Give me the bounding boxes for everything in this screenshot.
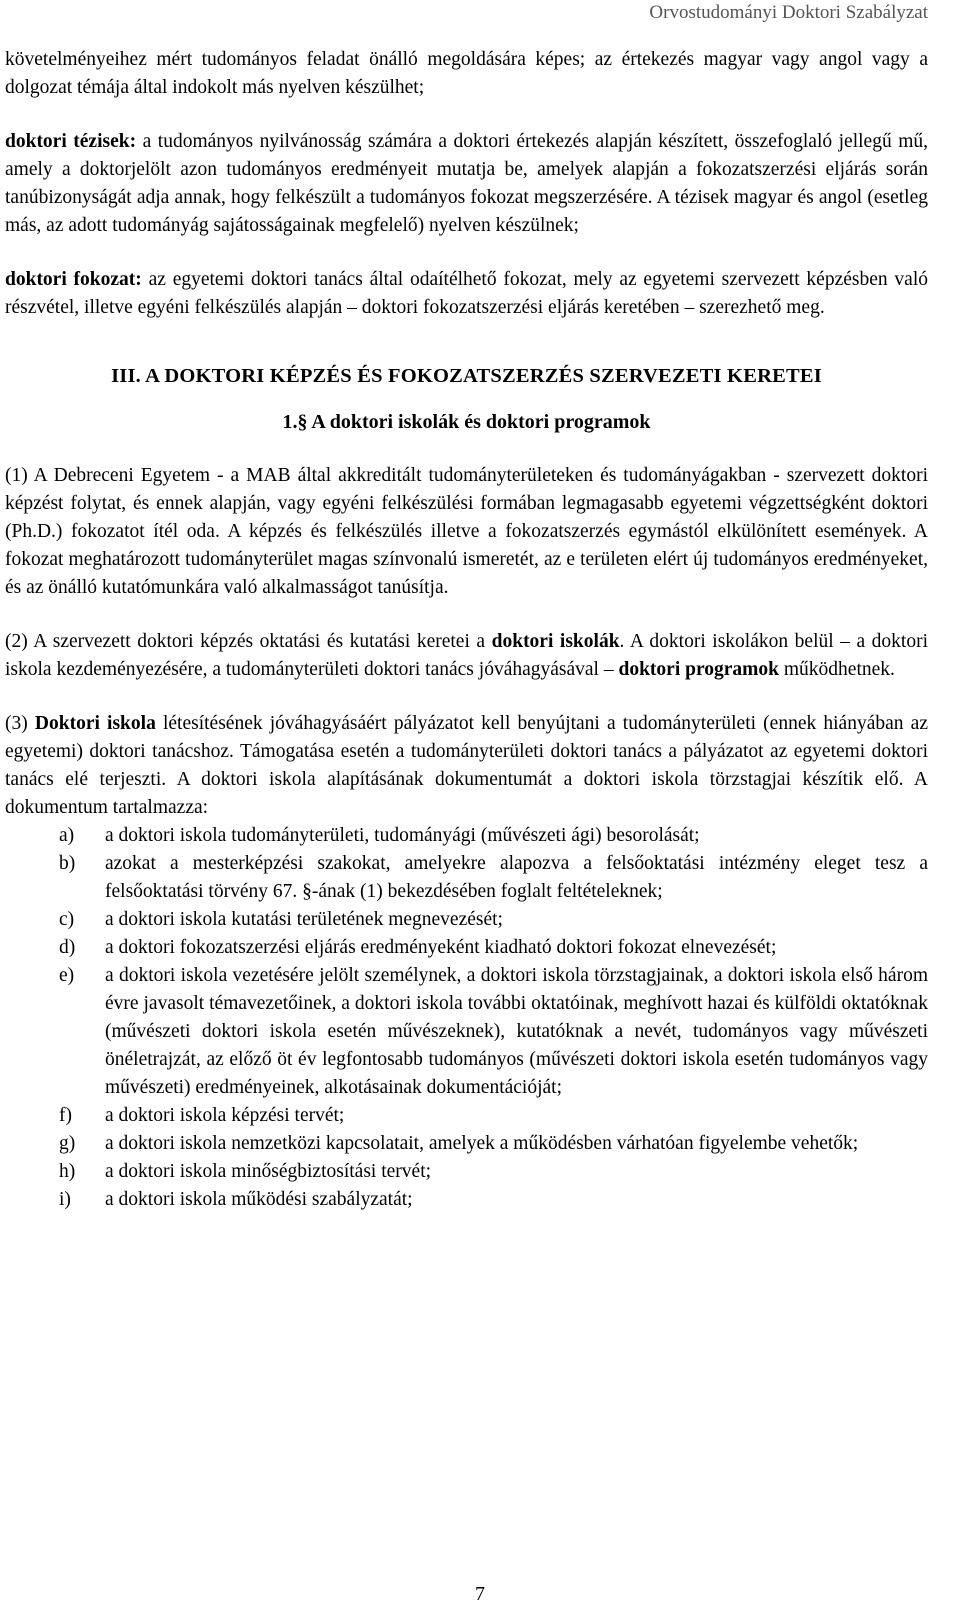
list-item-text: a doktori iskola minőségbiztosítási tervét;: [105, 1161, 432, 1182]
list-item: [5, 822, 928, 850]
page-number: 7: [475, 1583, 485, 1605]
list-item-text: azokat a mesterképzési szakokat, amelyekre alapozva a felsőoktatási intézmény eleget tesz a felsőoktatási törvény 67. §-ának (1) bekezdésében foglalt feltételeknek;: [105, 853, 928, 902]
list-item: [5, 962, 928, 1102]
paragraph-1: (1) A Debreceni Egyetem - a MAB által akkreditált tudományterületeken és tudományágakban - szervezett doktori képzést folytat, és ennek alapján, vagy egyéni felkészülési formában legmagasabb egyetemi végzettségként doktori (Ph.D.) fokozatot ítél oda. A képzés és felkészülés illetve a fokozatszerzés egymástól elkülönített események. A fokozat meghatározott tudományterület magas színvonalú ismeretét, az e területen elért új tudományos eredményeket, és az önálló kutatómunkára való alkalmasságot tanúsítja.: [5, 465, 928, 598]
paragraph-2-text-e: működhetnek.: [779, 659, 895, 680]
term-tezisek: doktori tézisek:: [5, 131, 137, 152]
list-item-text: a doktori iskola működési szabályzatát;: [105, 1189, 413, 1210]
list-marker: h): [59, 1161, 76, 1182]
list-item: [5, 1102, 928, 1130]
chapter-title: III. A DOKTORI KÉPZÉS ÉS FOKOZATSZERZÉS SZERVEZETI KERETEI: [111, 365, 822, 387]
list-item: [5, 934, 928, 962]
definition-tezisek: [5, 128, 928, 240]
list-marker: e): [59, 965, 75, 986]
definition-fokozat: [5, 266, 928, 322]
list-item-text: a doktori fokozatszerzési eljárás eredményeként kiadható doktori fokozat elnevezését;: [105, 937, 777, 958]
definition-continuation: követelményeihez mért tudományos feladat önálló megoldására képes; az értekezés magyar vagy angol vagy a dolgozat témája által indokolt más nyelven készülhet;: [5, 49, 928, 98]
list-marker: b): [59, 853, 76, 874]
term-doktori-iskola: Doktori iskola: [34, 713, 156, 734]
paragraph-3-text-a: (3): [5, 713, 35, 734]
paragraph-3-text-c: létesítésének jóváhagyásáért pályázatot kell benyújtani a tudományterületi (ennek hiányában az egyetemi) doktori tanácshoz. Támogatása esetén a tudományterületi doktori tanács a pályázatot az egyetemi doktori tanács elé terjeszti. A doktori iskola alapításának dokumentumát a doktori iskola törzstagjai készítik elő. A dokumentum tartalmazza:: [5, 713, 928, 818]
list-item-text: a doktori iskola nemzetközi kapcsolatait, amelyek a működésben várhatóan figyelembe vehetők;: [105, 1133, 859, 1154]
list-item: [5, 906, 928, 934]
definition-tezisek-text: a tudományos nyilvánosság számára a doktori értekezés alapján készített, összefoglaló jellegű mű, amely a doktorjelölt azon tudományos eredményeit mutatja be, amelyek alapján a fokozatszerzési eljárás során tanúbizonyságát adja annak, hogy felkészült a tudományos fokozat megszerzésére. A tézisek magyar és angol (esetleg más, az adott tudományág sajátosságainak megfelelő) nyelven készülnek;: [5, 131, 929, 236]
list-marker: a): [59, 825, 75, 846]
paragraph-2-text-a: (2) A szervezett doktori képzés oktatási és kutatási keretei a: [5, 631, 492, 652]
list-item-text: a doktori iskola tudományterületi, tudományági (művészeti ági) besorolását;: [105, 825, 700, 846]
list-item-text: a doktori iskola kutatási területének megnevezését;: [105, 909, 503, 930]
list-marker: i): [59, 1189, 71, 1210]
list-item: [5, 850, 928, 906]
list-item: [5, 1186, 928, 1214]
term-doktori-iskolak: doktori iskolák: [491, 631, 620, 652]
running-header: Orvostudományi Doktori Szabályzat: [649, 2, 928, 23]
list-marker: f): [59, 1105, 72, 1126]
list-item: [5, 1130, 928, 1158]
list-marker: d): [59, 937, 76, 958]
paragraph-2-text-c: . A doktori iskolákon belül – a doktori iskola kezdeményezésére, a tudományterületi doktori tanács jóváhagyásával –: [5, 631, 928, 680]
paragraph-3: [5, 710, 928, 822]
requirements-list: [5, 822, 928, 1214]
paragraph-2: [5, 628, 928, 684]
term-doktori-programok: doktori programok: [618, 659, 780, 680]
definition-fokozat-text: az egyetemi doktori tanács által odaítélhető fokozat, mely az egyetemi szervezett képzésben való részvétel, illetve egyéni felkészülés alapján – doktori fokozatszerzési eljárás keretében – szerezhető meg.: [5, 269, 928, 318]
list-item: [5, 1158, 928, 1186]
section-title: 1.§ A doktori iskolák és doktori programok: [282, 411, 651, 433]
list-marker: c): [59, 909, 75, 930]
list-item-text: a doktori iskola vezetésére jelölt személynek, a doktori iskola törzstagjainak, a doktori iskola első három évre javasolt témavezetőinek, a doktori iskola további oktatóinak, meghívott hazai és külföldi oktatóknak (művészeti doktori iskola esetén művészeknek), kutatóknak a nevét, tudományos vagy művészeti önéletrajzát, az előző öt év legfontosabb tudományos (művészeti doktori iskola esetén tudományos vagy művészeti) eredményeinek, alkotásainak dokumentációját;: [105, 965, 928, 1098]
term-fokozat: doktori fokozat:: [5, 269, 142, 290]
list-item-text: a doktori iskola képzési tervét;: [105, 1105, 345, 1126]
list-marker: g): [59, 1133, 76, 1154]
document-body: [5, 46, 928, 1214]
